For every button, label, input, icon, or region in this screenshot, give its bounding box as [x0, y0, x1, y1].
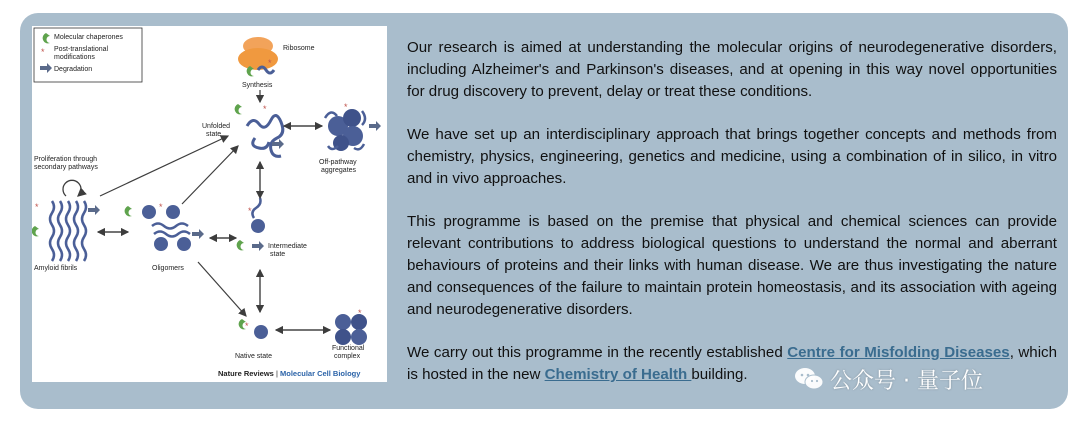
protein-folding-figure — [32, 26, 387, 382]
functional-label-2: complex — [334, 353, 361, 360]
credit-journal-section: Molecular Cell Biology — [279, 369, 361, 378]
watermark-text: 公众号 · 量子位 — [830, 368, 983, 394]
chemistry-of-health-link[interactable]: Chemistry of Health — [544, 366, 692, 383]
intermediate-protein-icon — [251, 198, 265, 233]
intermediate-label-2: state — [270, 251, 286, 258]
offpathway-degradation-icon — [369, 121, 381, 131]
ribosome-icon — [238, 37, 278, 70]
centre-misfolding-link[interactable]: Centre for Misfolding Diseases — [787, 344, 1010, 361]
figure-credit — [218, 369, 361, 378]
research-description — [407, 37, 1057, 407]
amyloid-degradation-icon — [88, 205, 100, 215]
paragraph-approach: We have set up an interdisciplinary approach that brings together concepts and methods from chemistry, physics, engineering, genetics and medicine, using a combination of in silico, in vitro and in vivo approaches. — [407, 126, 1057, 187]
offpathway-label-2: aggregates — [321, 167, 357, 174]
legend-ptm-star-icon: * — [41, 47, 45, 57]
functional-complex-icon — [335, 314, 367, 345]
intermediate-chaperone-icon — [237, 240, 244, 250]
oligomer-degradation-icon — [192, 229, 204, 239]
proliferation-loop-arrow — [63, 180, 81, 196]
amyloid-chaperone-icon — [32, 226, 39, 236]
legend-degradation-label: Degradation — [54, 66, 93, 73]
arrow-oligomers-to-unfolded — [182, 146, 238, 204]
native-protein-icon — [254, 325, 268, 339]
amyloid-label: Amyloid fibrils — [34, 265, 78, 272]
paragraph-research-aim: Our research is aimed at understanding the molecular origins of neurodegenerative disorders, including Alzheimer's and Parkinson's diseases, and at opening in this way novel opportunities for drug discovery to prevent, delay or treat these conditions. — [407, 39, 1057, 100]
unfolded-chaperone-icon — [235, 104, 242, 114]
offpathway-aggregate-icon — [325, 109, 365, 151]
folding-diagram — [32, 26, 387, 382]
unfolded-label-1: Unfolded — [202, 123, 231, 130]
oligomer-chaperone-icon — [125, 206, 132, 216]
amyloid-fibril-icon — [50, 201, 86, 261]
intermediate-ptm-star-icon: * — [248, 206, 252, 216]
proliferation-label-2: secondary pathways — [34, 164, 98, 171]
amyloid-ptm-star-icon: * — [35, 202, 39, 212]
oligomer-icon — [142, 205, 191, 251]
offpathway-ptm-star-icon: * — [344, 102, 348, 112]
credit-separator: | — [273, 369, 280, 378]
synthesis-ptm-star-icon: * — [268, 58, 272, 68]
legend-ptm-label-1: Post-translational — [54, 46, 109, 53]
location-text-pre: We carry out this programme in the recently established — [407, 344, 788, 361]
legend-ptm-label-2: modifications — [54, 54, 95, 61]
unfolded-protein-icon — [247, 115, 283, 156]
proliferation-label-1: Proliferation through — [34, 156, 98, 163]
unfolded-ptm-star-icon: * — [263, 104, 267, 114]
nascent-chain-icon — [258, 67, 274, 73]
legend-chaperones-label: Molecular chaperones — [54, 34, 123, 41]
offpathway-label-1: Off-pathway — [319, 159, 357, 166]
watermark — [794, 362, 983, 396]
oligomers-label: Oligomers — [152, 265, 184, 272]
native-label: Native state — [235, 353, 272, 360]
unfolded-label-2: state — [206, 131, 222, 138]
paragraph-programme: This programme is based on the premise that physical and chemical sciences can provide relevant contributions to address biological questions to understand the normal and aberrant behaviours of proteins and their links with human disease. We are thus investigating the nature and consequences of the failure to maintain protein homeostasis, and its association with ageing and neurodegenerative disorders. — [407, 213, 1057, 318]
ribosome-label: Ribosome — [283, 45, 315, 52]
wechat-icon — [794, 366, 824, 392]
oligomer-ptm-star-icon: * — [159, 202, 163, 212]
functional-ptm-star-icon: * — [358, 308, 362, 318]
native-ptm-star-icon: * — [245, 321, 249, 331]
intermediate-degradation-icon — [252, 241, 264, 251]
arrow-fibrils-to-unfolded — [100, 136, 228, 196]
location-text-post: building. — [691, 366, 748, 383]
arrow-oligomers-to-native — [198, 262, 246, 316]
synthesis-label: Synthesis — [242, 82, 273, 89]
location-text-mid: , which is hosted in the new — [407, 344, 1057, 383]
intermediate-label-1: Intermediate — [268, 243, 307, 250]
functional-label-1: Functional — [332, 345, 365, 352]
credit-journal: Nature Reviews — [218, 369, 274, 378]
